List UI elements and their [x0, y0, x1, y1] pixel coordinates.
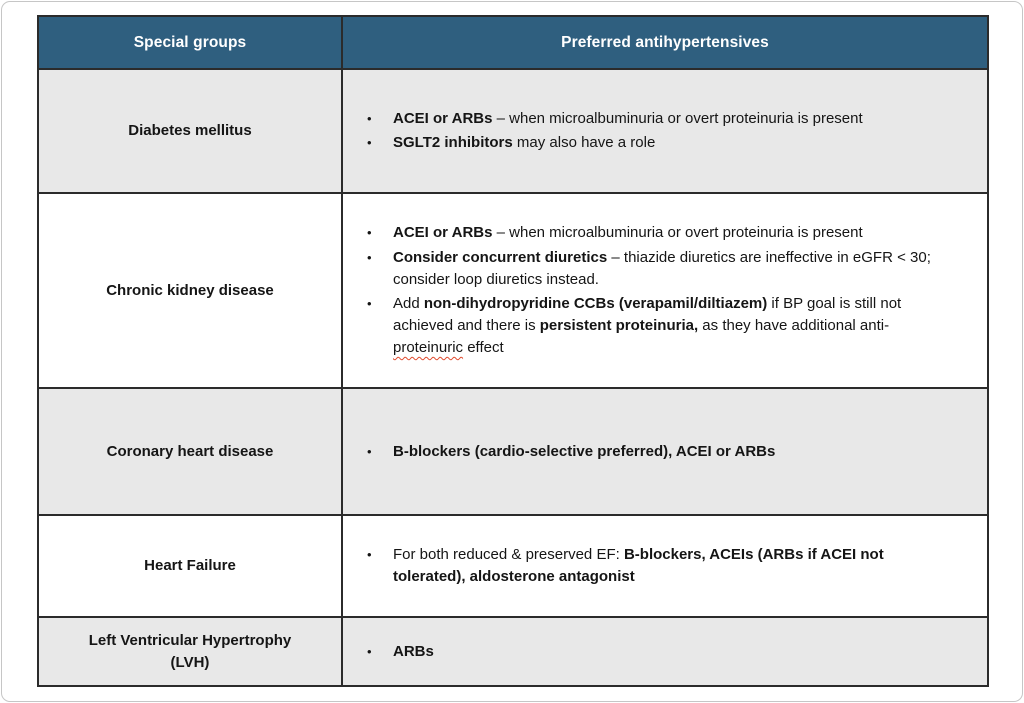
special-groups-table	[37, 15, 989, 687]
bullet-item	[367, 247, 953, 291]
text-segment: effect	[463, 339, 504, 356]
bullet-item	[367, 132, 953, 154]
bullet-item	[367, 293, 953, 359]
preferred-antihypertensives-cell	[342, 193, 988, 388]
text-segment: – when microalbuminuria or overt proteinuria is present	[492, 109, 863, 127]
bullet-icon: •	[367, 249, 372, 265]
spellcheck-squiggle-text: proteinuric	[393, 339, 464, 356]
text-segment: if BP goal is still not achieved and there is	[393, 295, 902, 334]
group-label: Coronary heart disease	[38, 388, 342, 515]
group-label: Chronic kidney disease	[38, 193, 342, 388]
text-segment: For both reduced & preserved EF:	[393, 546, 624, 563]
group-label: Heart Failure	[38, 515, 342, 617]
text-segment: persistent proteinuria,	[539, 317, 699, 334]
preferred-antihypertensives-cell	[342, 515, 988, 617]
bullet-text	[393, 544, 953, 588]
preferred-antihypertensives-cell	[342, 388, 988, 515]
text-segment: SGLT2 inhibitors	[393, 134, 513, 152]
bullet-text	[393, 222, 953, 244]
text-segment: ACEI or ARBs	[393, 224, 493, 241]
bullet-item	[367, 544, 953, 588]
bullet-icon: •	[367, 296, 372, 311]
column-header-special-groups: Special groups	[38, 16, 342, 69]
bullet-text	[393, 108, 953, 130]
page-frame	[1, 1, 1023, 702]
bullet-icon: •	[367, 547, 372, 562]
bullet-item	[367, 641, 953, 663]
text-segment: Consider concurrent diuretics	[393, 248, 608, 266]
bullet-icon: •	[367, 443, 372, 459]
text-segment: Add	[393, 295, 424, 312]
text-segment: non-dihydropyridine CCBs (verapamil/diltiazem)	[423, 295, 768, 312]
bullet-icon: •	[367, 225, 372, 240]
bullet-text	[393, 441, 953, 463]
table-row	[38, 515, 988, 617]
bullet-item	[367, 108, 953, 130]
preferred-antihypertensives-cell	[342, 617, 988, 686]
bullet-icon: •	[367, 135, 372, 151]
table-header-row	[38, 16, 988, 69]
bullet-icon: •	[367, 643, 372, 659]
bullet-item	[367, 222, 953, 244]
text-segment: – thiazide diuretics are ineffective in eGFR < 30; consider loop diuretics instead.	[393, 248, 931, 288]
bullet-item	[367, 441, 953, 463]
text-segment: B-blockers (cardio-selective preferred), ACEI or ARBs	[393, 442, 776, 460]
table-row	[38, 69, 988, 193]
bullet-icon: •	[367, 110, 372, 126]
group-label: Left Ventricular Hypertrophy (LVH)	[38, 617, 342, 686]
text-segment: as they have additional anti-	[698, 317, 890, 334]
bullet-text	[393, 247, 953, 291]
text-segment: B-blockers, ACEIs (ARBs if ACEI not tolerated), aldosterone antagonist	[393, 546, 884, 585]
preferred-antihypertensives-cell	[342, 69, 988, 193]
text-segment: ARBs	[393, 642, 434, 660]
table-row	[38, 193, 988, 388]
table-body	[38, 69, 988, 686]
text-segment: ACEI or ARBs	[393, 109, 493, 127]
bullet-text	[393, 293, 953, 359]
table-row	[38, 617, 988, 686]
text-segment: may also have a role	[512, 134, 656, 152]
bullet-text	[393, 641, 953, 663]
text-segment: – when microalbuminuria or overt proteinuria is present	[492, 224, 863, 241]
bullet-text	[393, 132, 953, 154]
group-label: Diabetes mellitus	[38, 69, 342, 193]
table-row	[38, 388, 988, 515]
column-header-preferred-antihypertensives: Preferred antihypertensives	[342, 16, 988, 69]
